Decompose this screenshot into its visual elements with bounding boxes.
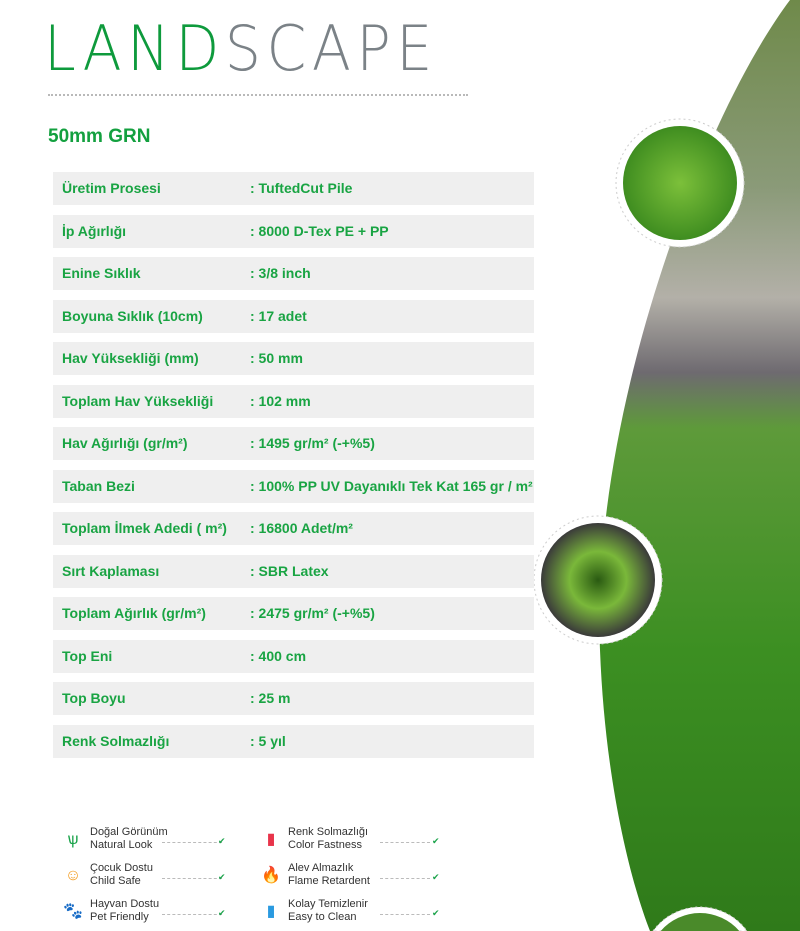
no-fire-icon: 🔥	[261, 866, 281, 884]
product-title: 50mm GRN	[48, 126, 151, 147]
check-icon: ✔	[218, 908, 226, 918]
dotted-leader	[380, 914, 430, 915]
paw-icon: 🐾	[63, 902, 83, 920]
spec-label: Toplam Hav Yüksekliği	[62, 392, 214, 409]
feature-en: Color Fastness	[288, 839, 362, 851]
check-icon: ✔	[432, 836, 440, 846]
spec-row	[53, 342, 534, 375]
grass-closeup-image	[623, 126, 737, 240]
spec-value: : 50 mm	[250, 350, 303, 366]
spec-label: Sırt Kaplaması	[62, 562, 160, 579]
feature-item	[62, 862, 226, 888]
dotted-leader	[162, 914, 222, 915]
feature-en: Child Safe	[90, 875, 141, 887]
spec-value: : 5 yıl	[250, 732, 286, 749]
feature-tr: Doğal Görünüm	[90, 826, 168, 838]
spec-value: : 1495 gr/m² (-+%5)	[250, 435, 375, 451]
spec-label: Boyuna Sıklık (10cm)	[62, 307, 203, 324]
feature-en: Natural Look	[90, 839, 153, 851]
check-icon: ✔	[432, 908, 440, 918]
spec-label: Top Boyu	[62, 690, 126, 706]
grass-roll-image	[541, 523, 655, 637]
check-icon: ✔	[218, 836, 226, 846]
dotted-leader	[162, 842, 222, 843]
spec-row	[53, 215, 534, 248]
feature-en: Pet Friendly	[90, 911, 149, 923]
spec-row	[53, 640, 534, 673]
spec-label: İp Ağırlığı	[62, 222, 127, 239]
spec-value: : 2475 gr/m² (-+%5)	[250, 605, 375, 621]
spec-row	[53, 682, 534, 715]
dotted-leader	[162, 878, 222, 879]
dotted-leader	[380, 842, 430, 843]
spec-row	[53, 555, 534, 588]
spec-value: : TuftedCut Pile	[250, 180, 353, 196]
spec-row	[53, 427, 534, 460]
spec-row	[53, 172, 534, 205]
color-swatch-icon: ▮	[266, 830, 276, 848]
spec-value: : 17 adet	[250, 307, 307, 324]
spec-value: : SBR Latex	[250, 562, 329, 579]
spec-row	[53, 470, 534, 503]
spec-label: Toplam İlmek Adedi ( m²)	[62, 520, 227, 536]
spec-value: : 8000 D-Tex PE + PP	[250, 222, 389, 239]
spec-value: : 100% PP UV Dayanıklı Tek Kat 165 gr / m²	[250, 477, 533, 494]
spec-label: Üretim Prosesi	[62, 180, 161, 196]
spec-label: Renk Solmazlığı	[62, 732, 170, 749]
check-icon: ✔	[218, 872, 226, 882]
spec-label: Toplam Ağırlık (gr/m²)	[62, 605, 206, 621]
feature-item	[62, 898, 226, 924]
spec-value: : 400 cm	[250, 647, 307, 664]
spec-row	[53, 257, 534, 290]
feature-tr: Renk Solmazlığı	[288, 826, 369, 838]
feature-en: Flame Retardent	[288, 875, 370, 887]
feature-en: Easy to Clean	[288, 911, 357, 923]
divider	[48, 94, 468, 96]
spec-value: : 3/8 inch	[250, 265, 311, 281]
spec-row	[53, 597, 534, 630]
feature-tr: Kolay Temizlenir	[288, 898, 368, 910]
check-icon: ✔	[432, 872, 440, 882]
spec-label: Hav Yüksekliği (mm)	[62, 350, 199, 366]
spec-row	[53, 385, 534, 418]
dotted-leader	[380, 878, 430, 879]
spec-row	[53, 300, 534, 333]
feature-item	[260, 826, 440, 852]
spec-label: Enine Sıklık	[62, 265, 141, 281]
landscape-logo: LANDSCAPE	[44, 12, 438, 85]
spec-row	[53, 512, 534, 545]
spec-row	[53, 725, 534, 758]
feature-item	[260, 898, 440, 924]
spec-label: Hav Ağırlığı (gr/m²)	[62, 435, 188, 451]
feature-tr: Alev Almazlık	[288, 862, 354, 874]
feature-tr: Hayvan Dostu	[90, 898, 160, 910]
grass-icon: ѱ	[67, 830, 79, 848]
feature-tr: Çocuk Dostu	[90, 862, 153, 874]
feature-item	[260, 862, 440, 888]
spec-value: : 16800 Adet/m²	[250, 520, 353, 536]
spec-label: Top Eni	[62, 647, 113, 664]
spray-bottle-icon: ▮	[266, 902, 276, 920]
spec-value: : 25 m	[250, 690, 291, 706]
feature-item	[62, 826, 226, 852]
baby-icon: ☺	[64, 866, 82, 884]
spec-value: : 102 mm	[250, 392, 311, 409]
spec-label: Taban Bezi	[62, 477, 135, 494]
